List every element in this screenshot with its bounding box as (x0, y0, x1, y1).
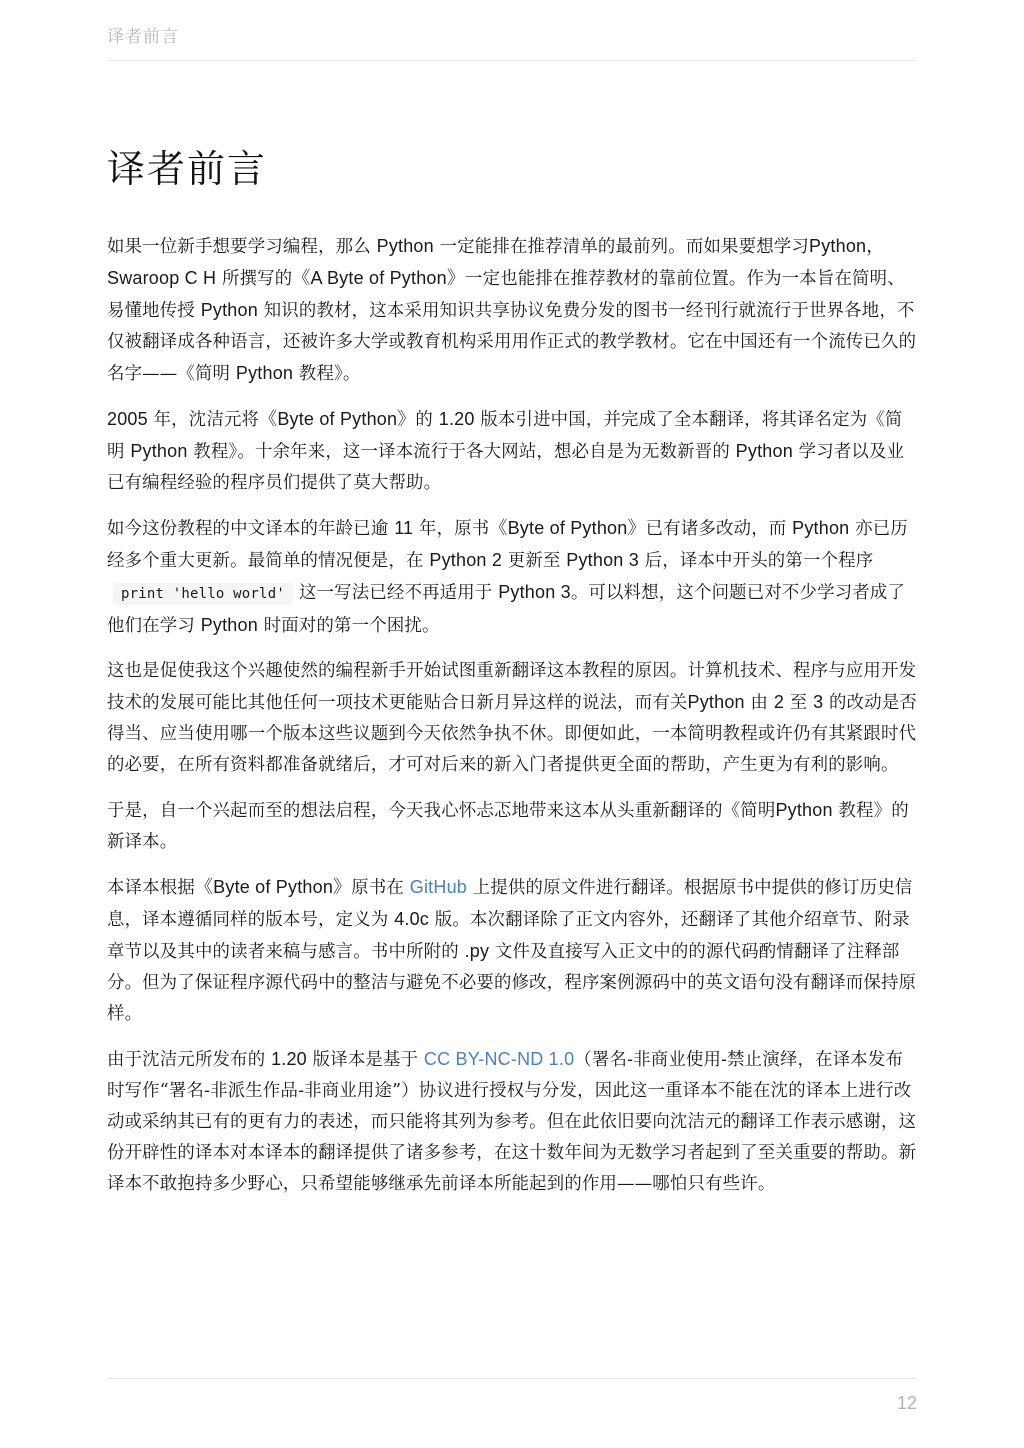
text: 1.20 (271, 1049, 307, 1069)
text: 至 (789, 693, 808, 713)
text: Python 3 (498, 582, 571, 602)
text: 由于沈洁元所发布的 (107, 1050, 266, 1070)
text: 亦已历经多个重大更新。最简单的情况便是，在 (107, 519, 908, 571)
inline-code: print 'hello world' (113, 583, 293, 605)
text: （署名-非商业使用-禁止演绎，在译本发布时写作“署名-非派生作品-非商业用途”）协议进行授权与分发，因此这一重译本不能在沈的译本上进行改动或采纳其已有的更有力的表述，而只能将其列为参考。但在此依旧要向沈洁元的翻译工作表示感谢，这份开辟性的译本对本译本的翻译提供了诸多参考，在这十数年间为无数学习者起到了至关重要的帮助。新译本不敢抱持多少野心，只希望能够继承先前译本所能起到的作用——哪怕只有些许。 (107, 1050, 917, 1194)
text: Python (376, 236, 434, 256)
text: Python (792, 518, 850, 538)
text: 年，原书 (419, 519, 490, 539)
text: 一定也能排在推荐教材的靠前位置。作为一本旨在简明、易懂地传授 (107, 269, 905, 321)
text: Python (130, 441, 188, 461)
page-number: 12 (896, 1393, 917, 1413)
text: Python，Swaroop C H (107, 236, 885, 288)
github-link[interactable]: GitHub (409, 877, 467, 897)
text: Python (200, 300, 258, 320)
text: 《Byte of Python》 (489, 518, 646, 538)
text: Python (687, 692, 745, 712)
text: 时面对的第一个困扰。 (263, 616, 440, 636)
text: 这一写法已经不再适用于 (298, 583, 493, 603)
running-title: 译者前言 (107, 27, 179, 47)
text: 2 (773, 692, 785, 712)
paragraph-3 (107, 513, 917, 642)
text: 3 (813, 692, 824, 712)
text: 所撰写的 (221, 269, 293, 289)
text: 已有诸多改动，而 (645, 519, 787, 539)
text: 文件及直接写入正文中的的源代码酌情翻译了注释部分。但为了保证程序源代码中的整洁与避免不必要的修改，程序案例源码中的英文语句没有翻译而保持原样。 (107, 942, 917, 1024)
text: 4.0c (394, 909, 430, 929)
text: Python (735, 441, 793, 461)
text: 如果一位新手想要学习编程，那么 (107, 237, 371, 257)
text: 一定能排在推荐清单的最前列。而如果要想学习 (439, 237, 809, 257)
text: Python (775, 800, 833, 820)
main-content (107, 138, 917, 1214)
text: 教程》。 (298, 364, 361, 384)
text: 于是，自一个兴起而至的想法启程，今天我心怀忐忑地带来这本从头重新翻译的《简明 (107, 801, 776, 821)
text: 《Byte of Python》 (194, 877, 352, 897)
text: 。可以料想，这个问题已对不少学习者成了他们在学习 (107, 583, 906, 636)
page-header (107, 22, 917, 61)
text: 知识的教材，这本采用知识共享协议免费分发的图书一经刊行就流行于世界各地，不仅被翻译成各种语言，还被许多大学或教育机构采用用作正式的教学教材。它在中国还有一个流传已久的名字——《简明 (107, 301, 917, 384)
text: 后，译本中开头的第一个程序 (644, 551, 874, 571)
text: 1.20 (438, 409, 475, 429)
text: 版。本次翻译除了正文内容外，还翻译了其他介绍章节、附录章节以及其中的读者来稿与感言。书中所附的 (107, 910, 910, 962)
paragraph-6 (107, 872, 917, 1030)
text: 教程》的新译本。 (107, 801, 909, 852)
text: Python 3 (566, 550, 639, 570)
text: 如今这份教程的中文译本的年龄已逾 (107, 519, 389, 539)
text: 2005 (107, 409, 148, 429)
text: 的 (415, 410, 433, 430)
paragraph-7 (107, 1044, 917, 1200)
text: 版译本是基于 (312, 1050, 419, 1070)
text: 教程》。十余年来，这一译本流行于各大网站，想必自是为无数新晋的 (193, 442, 730, 462)
text: Python 2 (429, 550, 503, 570)
text: 本译本根据 (107, 878, 195, 898)
paragraph-5 (107, 795, 917, 858)
license-link[interactable]: CC BY-NC-ND 1.0 (423, 1049, 575, 1069)
text: 年，沈洁元将 (153, 410, 260, 430)
text: 的改动是否得当、应当使用哪一个版本这些议题到今天依然争执不休。即便如此，一本简明教程或许仍有其紧跟时代的必要，在所有资料都准备就绪后，才可对后来的新入门者提供更全面的帮助，产生更为有利的影响。 (107, 693, 918, 775)
text: .py (464, 941, 490, 961)
text: 学习者以及业已有编程经验的程序员们提供了莫大帮助。 (107, 442, 905, 493)
text: 这也是促使我这个兴趣使然的编程新手开始试图重新翻译这本教程的原因。计算机技术、程序与应用开发技术的发展可能比其他任何一项技术更能贴合日新月异这样的说法，而有关 (107, 661, 917, 713)
text: 原书在 (351, 878, 405, 898)
text: 上提供的原文件进行翻译。根据原书中提供的修订历史信息，译本遵循同样的版本号，定义为 (107, 878, 913, 930)
text: Python (200, 615, 258, 635)
page-footer (107, 1378, 917, 1413)
paragraph-4 (107, 656, 917, 781)
text: 更新至 (507, 551, 561, 571)
paragraph-2 (107, 404, 917, 499)
text: 《A Byte of Python》 (292, 268, 466, 288)
text: 版本引进中国，并完成了全本翻译，将其译名定为《简明 (107, 410, 903, 462)
text: Python (235, 363, 294, 383)
text: 《Byte of Python》 (259, 409, 416, 429)
text: 11 (394, 518, 414, 538)
text: 由 (750, 693, 769, 713)
chapter-title: 译者前言 (107, 147, 268, 191)
paragraph-1 (107, 231, 917, 390)
